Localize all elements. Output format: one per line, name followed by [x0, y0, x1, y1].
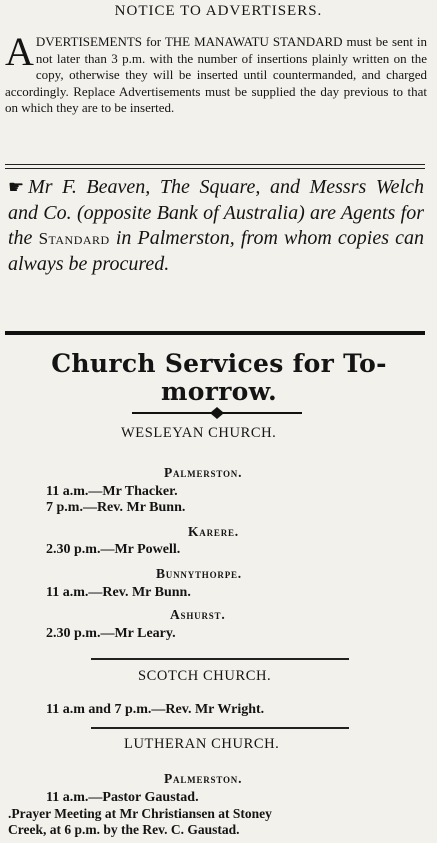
service-entry: 11 a.m.—Rev. Mr Bunn. — [46, 585, 191, 600]
ornament-divider-icon — [132, 406, 302, 420]
notice-text: DVERTISEMENTS for THE MANAWATU STANDARD must be sent in not later than 3 p.m. with the number of insertions plainly written on the copy, otherwise they will be inserted until countermanded, and charged accordingly. Replace Advertisements must be supplied the day previous to that on which they are to be inserted. — [5, 34, 427, 116]
service-location: Bunnythorpe. — [156, 566, 242, 581]
service-entry: .Prayer Meeting at Mr Christiansen at Stoney — [8, 806, 272, 821]
church-divider — [91, 727, 349, 729]
service-entry: 2.30 p.m.—Mr Leary. — [46, 626, 176, 641]
service-location: Palmerston. — [164, 771, 243, 786]
church-name: SCOTCH CHURCH. — [138, 668, 272, 684]
service-entry: 7 p.m.—Rev. Mr Bunn. — [46, 500, 186, 515]
service-location: Ashurst. — [170, 607, 226, 622]
drop-cap: A — [5, 29, 34, 74]
agents-text-start: Mr F. Beaven, The Square, and Messrs Welch and Co. (opposite Bank of Australia) are Agents for the — [8, 176, 424, 249]
church-name: WESLEYAN CHURCH. — [121, 425, 277, 441]
service-entry: 2.30 p.m.—Mr Powell. — [46, 542, 181, 557]
church-divider — [91, 658, 349, 660]
services-title: Church Services for To-morrow. — [51, 349, 387, 406]
divider — [5, 164, 425, 165]
thick-divider — [5, 331, 425, 335]
service-entry: 11 a.m.—Mr Thacker. — [46, 484, 178, 499]
paper-name: Standard — [38, 229, 110, 248]
service-location: Palmerston. — [164, 465, 243, 480]
service-location: Karere. — [188, 524, 239, 539]
service-entry: Creek, at 6 p.m. by the Rev. C. Gaustad. — [8, 822, 240, 837]
divider — [5, 168, 425, 169]
church-name: LUTHERAN CHURCH. — [124, 736, 280, 752]
pointing-hand-icon: ☛ — [8, 177, 25, 197]
notice-title: NOTICE TO ADVERTISERS. — [114, 3, 323, 19]
agents-text-end: in Palmerston, from whom copies can always be procured. — [8, 227, 424, 275]
notice-body — [5, 29, 427, 117]
service-entry: 11 a.m.—Pastor Gaustad. — [46, 790, 199, 805]
agents-notice — [8, 175, 424, 277]
service-entry: 11 a.m and 7 p.m.—Rev. Mr Wright. — [46, 702, 265, 717]
